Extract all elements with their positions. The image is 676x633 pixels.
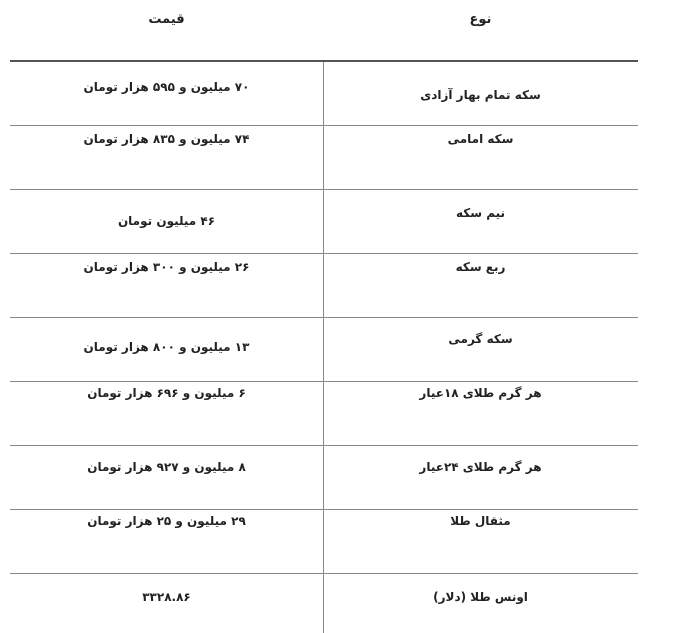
type-cell: سکه گرمی [448, 332, 513, 346]
price-cell: ۷۰ میلیون و ۵۹۵ هزار تومان [83, 80, 250, 94]
table-row [10, 318, 638, 382]
table-row [10, 190, 638, 254]
table-row [10, 510, 638, 574]
type-cell: هر گرم طلای ۲۴عیار [419, 460, 542, 474]
type-cell: مثقال طلا [450, 514, 511, 528]
table-header [10, 0, 638, 62]
header-type: نوع [469, 12, 492, 27]
type-cell: سکه امامی [447, 132, 514, 146]
header-price: قیمت [148, 12, 185, 27]
gold-price-table [10, 0, 638, 633]
type-cell: اونس طلا (دلار) [433, 590, 528, 604]
price-cell: ۶ میلیون و ۶۹۶ هزار تومان [87, 386, 246, 400]
type-cell: ربع سکه [455, 260, 506, 274]
price-cell: ۷۴ میلیون و ۸۳۵ هزار تومان [83, 132, 250, 146]
type-cell: نیم سکه [455, 206, 506, 220]
table-row [10, 382, 638, 446]
price-cell: ۸ میلیون و ۹۲۷ هزار تومان [87, 460, 246, 474]
table-row [10, 254, 638, 318]
price-cell: ۱۳ میلیون و ۸۰۰ هزار تومان [83, 340, 250, 354]
price-cell: ۳۳۲۸.۸۶ [142, 590, 191, 604]
price-cell: ۲۶ میلیون و ۳۰۰ هزار تومان [83, 260, 250, 274]
price-cell: ۴۶ میلیون تومان [117, 214, 216, 228]
table-row [10, 126, 638, 190]
table-row [10, 574, 638, 633]
type-cell: سکه تمام بهار آزادی [420, 88, 541, 102]
type-cell: هر گرم طلای ۱۸عیار [419, 386, 542, 400]
price-cell: ۲۹ میلیون و ۲۵ هزار تومان [87, 514, 246, 528]
table-row [10, 62, 638, 126]
table-row [10, 446, 638, 510]
